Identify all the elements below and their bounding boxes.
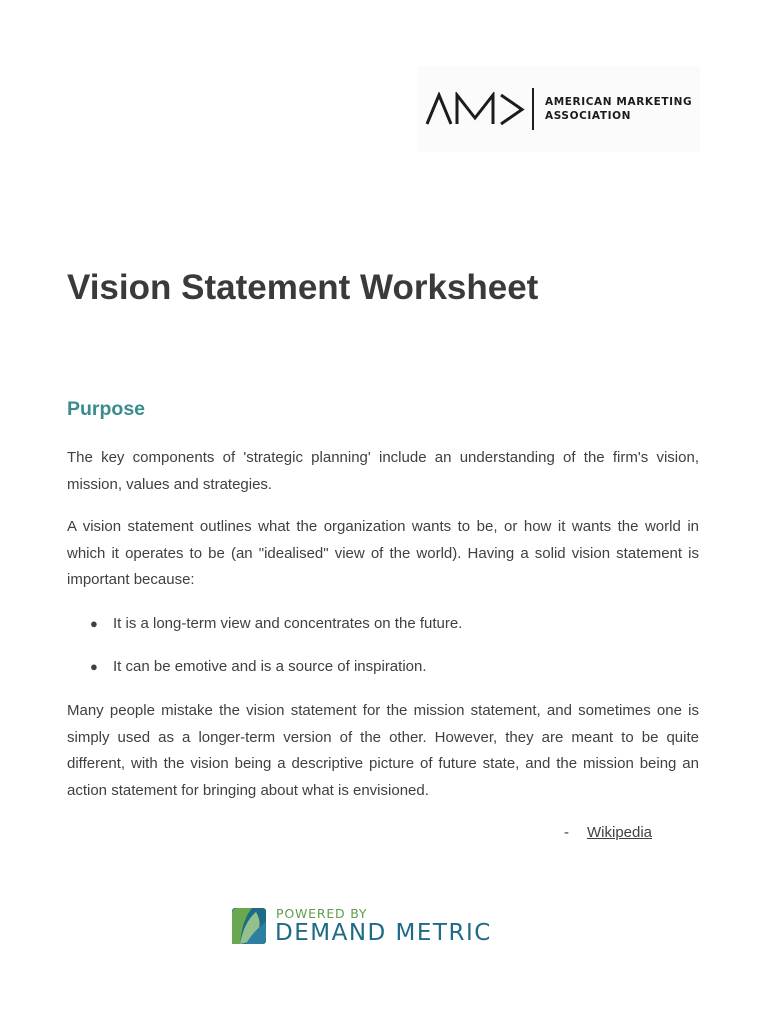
demand-metric-logo bbox=[230, 904, 540, 948]
paragraph-3: Many people mistake the vision statement for the mission statement, and sometimes one is simply used as a longer-term version of the other. However, they are meant to be quite different, with the vision being a descriptive picture of future state, and the mission being an action statement for bringing about what is envisioned. bbox=[67, 702, 699, 799]
attribution-dash: - bbox=[564, 824, 569, 841]
list-item-text: It can be emotive and is a source of inspiration. bbox=[113, 658, 427, 675]
ama-logo-mark-icon bbox=[425, 92, 525, 126]
wikipedia-link[interactable]: Wikipedia bbox=[587, 824, 653, 841]
section-heading-purpose: Purpose bbox=[67, 398, 146, 420]
ama-logo bbox=[417, 66, 700, 152]
demand-metric-mark-icon bbox=[232, 908, 266, 944]
list-item bbox=[90, 657, 427, 677]
demand-metric-wordmark: DEMAND METRIC bbox=[275, 920, 492, 946]
ama-org-line-1: AMERICAN MARKETING bbox=[545, 96, 693, 108]
bullet-icon: ● bbox=[90, 616, 98, 631]
powered-by-label: POWERED BY bbox=[276, 906, 368, 921]
bullet-icon: ● bbox=[90, 659, 98, 674]
page-title: Vision Statement Worksheet bbox=[67, 268, 539, 307]
attribution bbox=[564, 823, 652, 843]
list-item bbox=[90, 614, 462, 634]
paragraph-1: The key components of 'strategic planning' include an understanding of the firm's vision, mission, values and strategies. bbox=[67, 449, 699, 493]
paragraph-2: A vision statement outlines what the organization wants to be, or how it wants the world in which it operates to be (an "idealised" view of the world). Having a solid vision statement is important because: bbox=[67, 518, 699, 588]
ama-org-name bbox=[545, 96, 695, 123]
ama-org-line-2: ASSOCIATION bbox=[545, 109, 632, 122]
list-item-text: It is a long-term view and concentrates on the future. bbox=[113, 615, 463, 632]
logo-divider bbox=[532, 88, 534, 130]
